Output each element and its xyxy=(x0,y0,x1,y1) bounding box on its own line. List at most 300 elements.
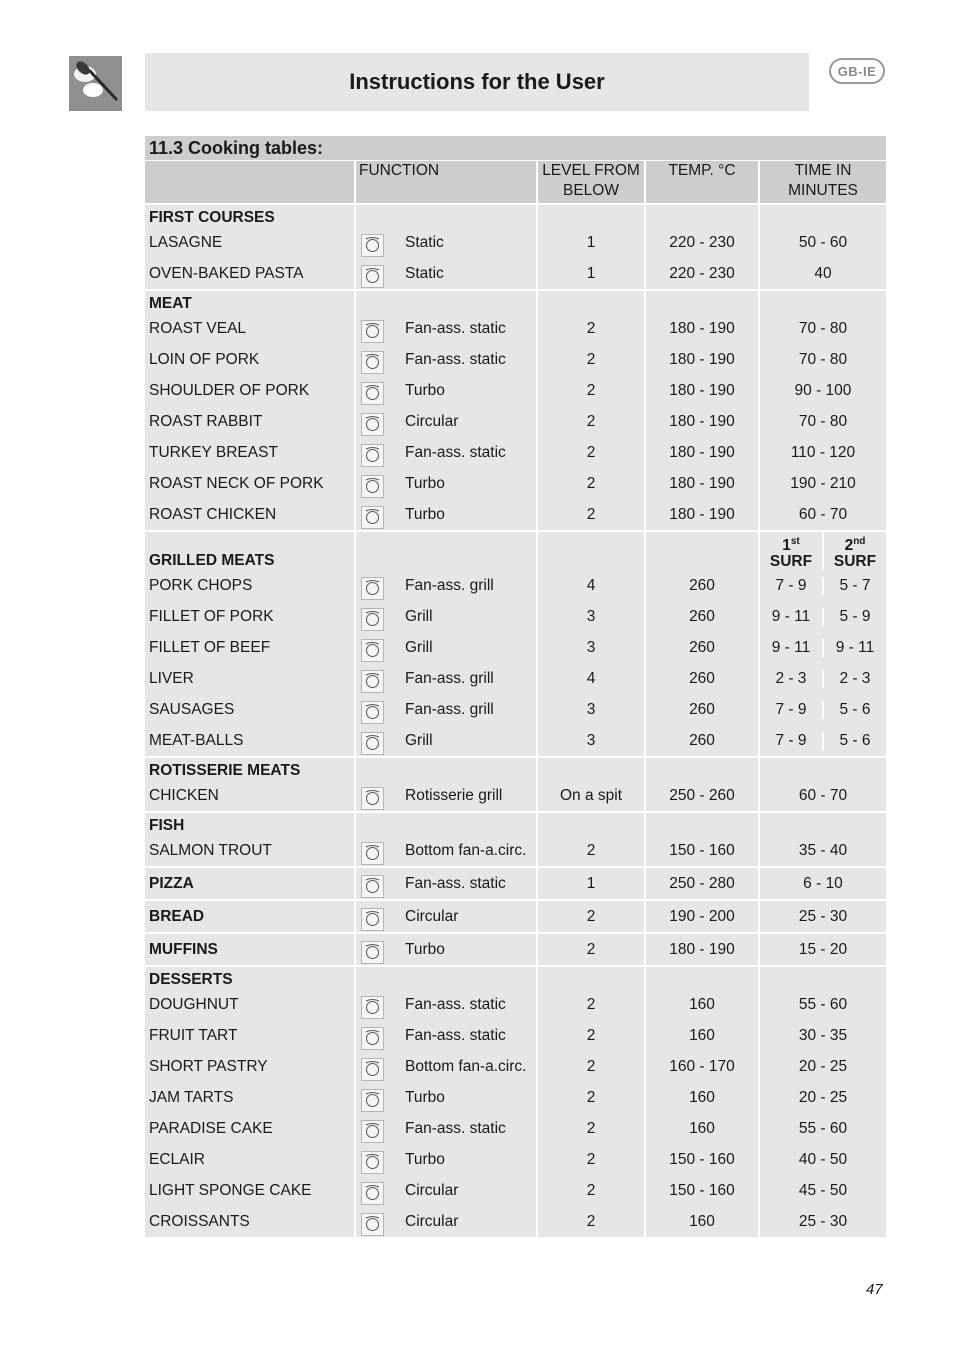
category-cell-level xyxy=(537,812,645,835)
shelf-level: 2 xyxy=(537,1113,645,1144)
function-name: Rotisserie grill xyxy=(405,786,503,804)
category-row xyxy=(145,966,886,989)
header-level-line1: LEVEL FROM xyxy=(542,162,640,179)
temperature: 260 xyxy=(645,570,759,601)
static-icon xyxy=(361,265,384,288)
grill-icon xyxy=(361,639,384,662)
fan-assisted-grill-icon xyxy=(361,670,384,693)
table-row xyxy=(145,375,886,406)
dish-name: FILLET OF BEEF xyxy=(145,632,355,663)
function-cell xyxy=(355,601,537,632)
table-row xyxy=(145,1206,886,1237)
table-row xyxy=(145,437,886,468)
shelf-level: 4 xyxy=(537,570,645,601)
function-cell xyxy=(355,663,537,694)
first-surface-header xyxy=(760,532,824,570)
category-cell-temp xyxy=(645,290,759,313)
surface-times xyxy=(760,701,886,719)
table-row xyxy=(145,313,886,344)
function-cell xyxy=(355,437,537,468)
section-title: 11.3 Cooking tables: xyxy=(145,136,886,160)
function-name: Circular xyxy=(405,412,459,430)
function-name: Grill xyxy=(405,638,433,656)
spoon-chef-hat-icon xyxy=(69,56,122,111)
temperature: 150 - 160 xyxy=(645,1175,759,1206)
category-label: FIRST COURSES xyxy=(145,204,355,227)
cooking-time: 190 - 210 xyxy=(759,468,886,499)
fan-assisted-grill-icon xyxy=(361,701,384,724)
cooking-time-split xyxy=(759,601,886,632)
category-cell-time xyxy=(759,531,886,570)
temperature: 160 - 170 xyxy=(645,1051,759,1082)
first-surface-time: 7 - 9 xyxy=(760,701,824,719)
temperature: 150 - 160 xyxy=(645,1144,759,1175)
function-cell xyxy=(355,725,537,757)
table-header-row xyxy=(145,161,886,204)
second-surface-time: 5 - 9 xyxy=(839,607,871,625)
second-surface-header xyxy=(824,532,886,570)
shelf-level: 2 xyxy=(537,1144,645,1175)
header-bar xyxy=(145,53,809,111)
turbo-icon xyxy=(361,382,384,405)
category-label: GRILLED MEATS xyxy=(145,531,355,570)
fan-assisted-static-icon xyxy=(361,875,384,898)
surface-times xyxy=(760,670,886,688)
function-cell xyxy=(355,1051,537,1082)
dish-name: SHORT PASTRY xyxy=(145,1051,355,1082)
category-cell-time xyxy=(759,966,886,989)
surface-times xyxy=(760,639,886,657)
function-cell xyxy=(355,499,537,531)
temperature: 150 - 160 xyxy=(645,835,759,867)
table-row xyxy=(145,632,886,663)
temperature: 180 - 190 xyxy=(645,468,759,499)
language-badge: GB-IE xyxy=(829,58,885,84)
shelf-level: On a spit xyxy=(537,780,645,812)
temperature: 180 - 190 xyxy=(645,344,759,375)
temperature: 220 - 230 xyxy=(645,227,759,258)
function-cell xyxy=(355,1206,537,1237)
dish-name: ROAST RABBIT xyxy=(145,406,355,437)
table-row xyxy=(145,989,886,1020)
category-cell-temp xyxy=(645,812,759,835)
table-row xyxy=(145,1051,886,1082)
function-cell xyxy=(355,406,537,437)
cooking-table xyxy=(145,161,886,1237)
first-surface-suffix: st xyxy=(790,536,800,547)
cooking-time: 15 - 20 xyxy=(759,933,886,966)
category-cell-level xyxy=(537,290,645,313)
first-surface-time: 9 - 11 xyxy=(760,639,824,657)
shelf-level: 2 xyxy=(537,344,645,375)
circular-icon xyxy=(361,1182,384,1205)
dish-name: LIVER xyxy=(145,663,355,694)
function-cell xyxy=(355,989,537,1020)
shelf-level: 3 xyxy=(537,694,645,725)
cooking-time-split xyxy=(759,632,886,663)
shelf-level: 4 xyxy=(537,663,645,694)
category-row xyxy=(145,290,886,313)
dish-name: SHOULDER OF PORK xyxy=(145,375,355,406)
shelf-level: 3 xyxy=(537,601,645,632)
category-cell-temp xyxy=(645,531,759,570)
category-label: ROTISSERIE MEATS xyxy=(145,757,355,780)
function-name: Turbo xyxy=(405,940,445,958)
category-cell-time xyxy=(759,290,886,313)
shelf-level: 2 xyxy=(537,406,645,437)
turbo-icon xyxy=(361,475,384,498)
shelf-level: 2 xyxy=(537,468,645,499)
dish-name: LASAGNE xyxy=(145,227,355,258)
function-cell xyxy=(355,1144,537,1175)
second-surface-time: 5 - 6 xyxy=(839,700,871,718)
function-cell xyxy=(355,780,537,812)
function-cell xyxy=(355,313,537,344)
first-surface-label: SURF xyxy=(769,553,813,571)
shelf-level: 2 xyxy=(537,1020,645,1051)
surface-times xyxy=(760,608,886,626)
turbo-icon xyxy=(361,1151,384,1174)
shelf-level: 2 xyxy=(537,1206,645,1237)
temperature: 260 xyxy=(645,725,759,757)
second-surface-time: 5 - 6 xyxy=(839,731,871,749)
second-surface-label: SURF xyxy=(833,553,877,571)
table-row xyxy=(145,570,886,601)
category-cell-level xyxy=(537,531,645,570)
function-name: Turbo xyxy=(405,1088,445,1106)
cooking-time-split xyxy=(759,570,886,601)
cooking-time: 55 - 60 xyxy=(759,989,886,1020)
cooking-time-split xyxy=(759,663,886,694)
table-row xyxy=(145,663,886,694)
header-level xyxy=(537,161,645,204)
dish-name: TURKEY BREAST xyxy=(145,437,355,468)
category-row xyxy=(145,812,886,835)
temperature: 180 - 190 xyxy=(645,313,759,344)
dish-name: FRUIT TART xyxy=(145,1020,355,1051)
cooking-time: 40 - 50 xyxy=(759,1144,886,1175)
second-surface-time: 2 - 3 xyxy=(839,669,871,687)
dish-name: ROAST NECK OF PORK xyxy=(145,468,355,499)
temperature: 260 xyxy=(645,601,759,632)
circular-icon xyxy=(361,908,384,931)
cooking-time: 60 - 70 xyxy=(759,499,886,531)
dish-name: LIGHT SPONGE CAKE xyxy=(145,1175,355,1206)
function-cell xyxy=(355,375,537,406)
dish-name: JAM TARTS xyxy=(145,1082,355,1113)
function-cell xyxy=(355,835,537,867)
temperature: 220 - 230 xyxy=(645,258,759,290)
table-row xyxy=(145,1144,886,1175)
table-row xyxy=(145,406,886,437)
dish-name: MEAT-BALLS xyxy=(145,725,355,757)
page-title: Instructions for the User xyxy=(349,69,605,94)
temperature: 180 - 190 xyxy=(645,375,759,406)
grill-icon xyxy=(361,732,384,755)
table-row xyxy=(145,1175,886,1206)
category-label: DESSERTS xyxy=(145,966,355,989)
first-surface-number: 1 xyxy=(782,537,791,555)
function-cell xyxy=(355,1082,537,1113)
cooking-time: 70 - 80 xyxy=(759,406,886,437)
temperature: 180 - 190 xyxy=(645,437,759,468)
shelf-level: 2 xyxy=(537,437,645,468)
header-level-line2: BELOW xyxy=(563,182,619,199)
function-name: Static xyxy=(405,233,444,251)
dish-name: CHICKEN xyxy=(145,780,355,812)
shelf-level: 2 xyxy=(537,313,645,344)
table-row xyxy=(145,601,886,632)
category-row xyxy=(145,531,886,570)
shelf-level: 1 xyxy=(537,258,645,290)
temperature: 180 - 190 xyxy=(645,499,759,531)
shelf-level: 1 xyxy=(537,867,645,900)
temperature: 260 xyxy=(645,632,759,663)
temperature: 250 - 280 xyxy=(645,867,759,900)
shelf-level: 2 xyxy=(537,1051,645,1082)
category-label: MEAT xyxy=(145,290,355,313)
shelf-level: 2 xyxy=(537,499,645,531)
category-cell-time xyxy=(759,812,886,835)
function-name: Grill xyxy=(405,731,433,749)
temperature: 160 xyxy=(645,989,759,1020)
dish-name: SALMON TROUT xyxy=(145,835,355,867)
table-row xyxy=(145,1082,886,1113)
brand-logo xyxy=(69,56,122,111)
table-row xyxy=(145,468,886,499)
cooking-time-split xyxy=(759,725,886,757)
function-name: Grill xyxy=(405,607,433,625)
second-surface-time: 5 - 7 xyxy=(839,576,871,594)
cooking-time: 40 xyxy=(759,258,886,290)
grill-icon xyxy=(361,608,384,631)
cooking-time: 60 - 70 xyxy=(759,780,886,812)
shelf-level: 2 xyxy=(537,933,645,966)
dish-name: MUFFINS xyxy=(145,933,355,966)
table-row xyxy=(145,1020,886,1051)
function-name: Fan-ass. static xyxy=(405,319,506,337)
category-cell-temp xyxy=(645,966,759,989)
function-name: Turbo xyxy=(405,381,445,399)
temperature: 160 xyxy=(645,1020,759,1051)
function-cell xyxy=(355,1113,537,1144)
function-cell xyxy=(355,1175,537,1206)
cooking-time: 55 - 60 xyxy=(759,1113,886,1144)
dish-name: ECLAIR xyxy=(145,1144,355,1175)
cooking-time: 25 - 30 xyxy=(759,1206,886,1237)
turbo-icon xyxy=(361,941,384,964)
shelf-level: 1 xyxy=(537,227,645,258)
temperature: 250 - 260 xyxy=(645,780,759,812)
cooking-time: 25 - 30 xyxy=(759,900,886,933)
category-row xyxy=(145,757,886,780)
cooking-time: 6 - 10 xyxy=(759,867,886,900)
header-time xyxy=(759,161,886,204)
first-surface-time: 7 - 9 xyxy=(760,732,824,750)
cooking-time-split xyxy=(759,694,886,725)
cooking-time: 110 - 120 xyxy=(759,437,886,468)
fan-assisted-static-icon xyxy=(361,444,384,467)
dish-name: PIZZA xyxy=(145,867,355,900)
table-row xyxy=(145,694,886,725)
circular-icon xyxy=(361,413,384,436)
category-cell-function xyxy=(355,966,537,989)
category-cell-function xyxy=(355,290,537,313)
surface-header xyxy=(760,532,886,570)
dish-name: BREAD xyxy=(145,900,355,933)
fan-assisted-static-icon xyxy=(361,351,384,374)
category-cell-temp xyxy=(645,757,759,780)
dish-name: LOIN OF PORK xyxy=(145,344,355,375)
function-name: Static xyxy=(405,264,444,282)
table-row xyxy=(145,867,886,900)
function-name: Bottom fan-a.circ. xyxy=(405,1057,527,1075)
dish-name: FILLET OF PORK xyxy=(145,601,355,632)
category-cell-level xyxy=(537,757,645,780)
shelf-level: 2 xyxy=(537,1082,645,1113)
function-cell xyxy=(355,933,537,966)
second-surface-suffix: nd xyxy=(853,536,866,547)
table-row xyxy=(145,835,886,867)
function-cell xyxy=(355,1020,537,1051)
function-name: Fan-ass. grill xyxy=(405,576,494,594)
table-row xyxy=(145,344,886,375)
page-number: 47 xyxy=(866,1281,883,1298)
fan-assisted-static-icon xyxy=(361,1027,384,1050)
fan-assisted-static-icon xyxy=(361,1120,384,1143)
temperature: 160 xyxy=(645,1082,759,1113)
function-cell xyxy=(355,632,537,663)
function-name: Fan-ass. static xyxy=(405,1119,506,1137)
function-name: Fan-ass. grill xyxy=(405,700,494,718)
cooking-time: 35 - 40 xyxy=(759,835,886,867)
function-name: Turbo xyxy=(405,1150,445,1168)
fan-assisted-static-icon xyxy=(361,320,384,343)
category-cell-function xyxy=(355,757,537,780)
table-row xyxy=(145,780,886,812)
function-cell xyxy=(355,344,537,375)
rotisserie-grill-icon xyxy=(361,787,384,810)
function-name: Fan-ass. grill xyxy=(405,669,494,687)
category-label: FISH xyxy=(145,812,355,835)
function-name: Bottom fan-a.circ. xyxy=(405,841,527,859)
header-dish xyxy=(145,161,355,204)
shelf-level: 2 xyxy=(537,835,645,867)
fan-assisted-static-icon xyxy=(361,996,384,1019)
cooking-time: 90 - 100 xyxy=(759,375,886,406)
static-icon xyxy=(361,234,384,257)
surface-times xyxy=(760,732,886,750)
temperature: 260 xyxy=(645,663,759,694)
temperature: 190 - 200 xyxy=(645,900,759,933)
circular-icon xyxy=(361,1213,384,1236)
shelf-level: 3 xyxy=(537,725,645,757)
shelf-level: 2 xyxy=(537,1175,645,1206)
bottom-fan-circular-icon xyxy=(361,1058,384,1081)
shelf-level: 2 xyxy=(537,375,645,406)
cooking-time: 30 - 35 xyxy=(759,1020,886,1051)
shelf-level: 3 xyxy=(537,632,645,663)
dish-name: OVEN-BAKED PASTA xyxy=(145,258,355,290)
dish-name: ROAST VEAL xyxy=(145,313,355,344)
category-cell-level xyxy=(537,204,645,227)
function-cell xyxy=(355,694,537,725)
temperature: 180 - 190 xyxy=(645,933,759,966)
header-temp: TEMP. °C xyxy=(645,161,759,204)
function-name: Turbo xyxy=(405,474,445,492)
function-name: Fan-ass. static xyxy=(405,995,506,1013)
header-time-line2: MINUTES xyxy=(788,182,858,199)
table-row xyxy=(145,725,886,757)
fan-assisted-grill-icon xyxy=(361,577,384,600)
table-row xyxy=(145,933,886,966)
dish-name: ROAST CHICKEN xyxy=(145,499,355,531)
cooking-time: 50 - 60 xyxy=(759,227,886,258)
category-cell-function xyxy=(355,204,537,227)
temperature: 160 xyxy=(645,1206,759,1237)
temperature: 180 - 190 xyxy=(645,406,759,437)
second-surface-time: 9 - 11 xyxy=(835,638,875,656)
surface-times xyxy=(760,577,886,595)
function-name: Fan-ass. static xyxy=(405,1026,506,1044)
header-function: FUNCTION xyxy=(355,161,537,204)
table-row xyxy=(145,227,886,258)
category-cell-time xyxy=(759,757,886,780)
function-name: Circular xyxy=(405,907,459,925)
dish-name: CROISSANTS xyxy=(145,1206,355,1237)
table-row xyxy=(145,1113,886,1144)
category-cell-time xyxy=(759,204,886,227)
function-cell xyxy=(355,570,537,601)
category-cell-function xyxy=(355,812,537,835)
cooking-time: 20 - 25 xyxy=(759,1051,886,1082)
category-row xyxy=(145,204,886,227)
function-name: Circular xyxy=(405,1212,459,1230)
function-cell xyxy=(355,900,537,933)
function-cell xyxy=(355,227,537,258)
cooking-time: 70 - 80 xyxy=(759,313,886,344)
dish-name: DOUGHNUT xyxy=(145,989,355,1020)
cooking-time: 20 - 25 xyxy=(759,1082,886,1113)
second-surface-number: 2 xyxy=(844,537,854,555)
category-cell-temp xyxy=(645,204,759,227)
function-cell xyxy=(355,468,537,499)
shelf-level: 2 xyxy=(537,989,645,1020)
function-cell xyxy=(355,867,537,900)
table-row xyxy=(145,258,886,290)
cooking-time: 70 - 80 xyxy=(759,344,886,375)
bottom-fan-circular-icon xyxy=(361,842,384,865)
shelf-level: 2 xyxy=(537,900,645,933)
category-cell-level xyxy=(537,966,645,989)
function-name: Fan-ass. static xyxy=(405,443,506,461)
header-time-line1: TIME IN xyxy=(794,162,852,179)
function-name: Turbo xyxy=(405,505,445,523)
temperature: 260 xyxy=(645,694,759,725)
function-name: Fan-ass. static xyxy=(405,874,506,892)
dish-name: PARADISE CAKE xyxy=(145,1113,355,1144)
table-body xyxy=(145,204,886,1237)
category-cell-function xyxy=(355,531,537,570)
dish-name: SAUSAGES xyxy=(145,694,355,725)
cooking-time: 45 - 50 xyxy=(759,1175,886,1206)
turbo-icon xyxy=(361,1089,384,1112)
first-surface-time: 2 - 3 xyxy=(760,670,824,688)
turbo-icon xyxy=(361,506,384,529)
table-row xyxy=(145,499,886,531)
temperature: 160 xyxy=(645,1113,759,1144)
table-row xyxy=(145,900,886,933)
